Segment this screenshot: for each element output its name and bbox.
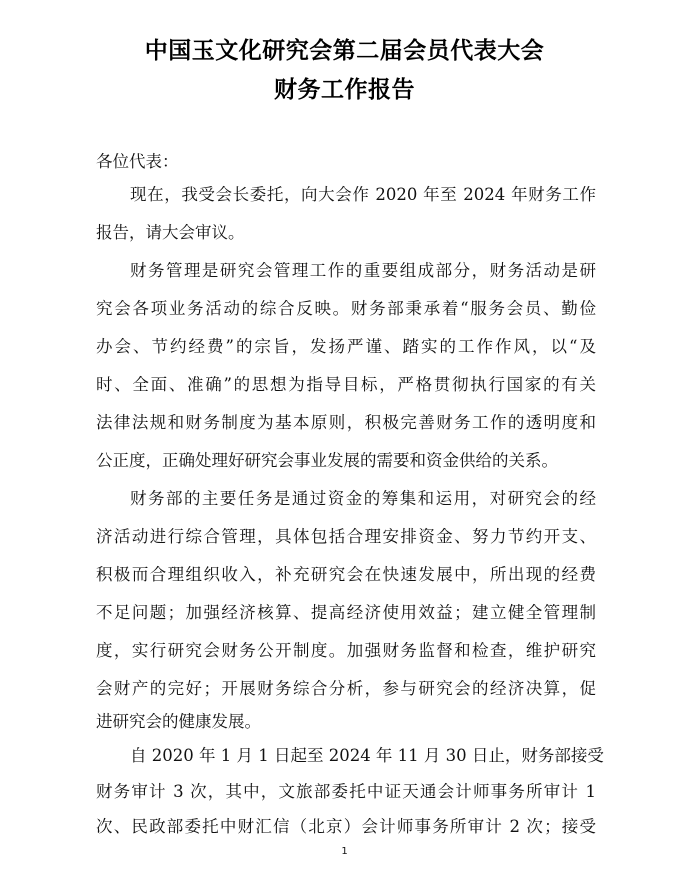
paragraph-3-line-4: 不足问题；加强经济核算、提高经济使用效益；建立健全管理制	[96, 603, 596, 622]
paragraph-1-line-2: 报告，请大会审议。	[96, 223, 245, 242]
paragraph-3-line-3: 积极而合理组织收入，补充研究会在快速发展中，所出现的经费	[96, 565, 596, 584]
paragraph-2-line-4: 时、全面、准确”的思想为指导目标，严格贯彻执行国家的有关	[96, 375, 596, 394]
paragraph-1-line-1: 现在，我受会长委托，向大会作 2020 年至 2024 年财务工作	[130, 185, 596, 204]
paragraph-2-line-2: 究会各项业务活动的综合反映。财务部秉承着“服务会员、勤俭	[96, 299, 596, 318]
paragraph-4-line-1: 自 2020 年 1 月 1 日起至 2024 年 11 月 30 日止，财务部接受	[130, 746, 604, 765]
paragraph-2-line-6: 公正度，正确处理好研究会事业发展的需要和资金供给的关系。	[96, 451, 558, 470]
paragraph-3-line-7: 进研究会的健康发展。	[96, 712, 261, 731]
document-title-line-2: 财务工作报告	[274, 77, 415, 103]
paragraph-2-line-5: 法律法规和财务制度为基本原则，积极完善财务工作的透明度和	[96, 413, 596, 432]
paragraph-4-line-3: 次、民政部委托中财汇信（北京）会计师事务所审计 2 次；接受	[96, 817, 596, 836]
paragraph-4-line-2: 财务审计 3 次，其中，文旅部委托中证天通会计师事务所审计 1	[96, 782, 596, 801]
greeting: 各位代表：	[96, 152, 179, 171]
paragraph-3-line-6: 会财产的完好；开展财务综合分析，参与研究会的经济决算，促	[96, 679, 596, 698]
page-number: 1	[341, 846, 348, 857]
paragraph-2-line-3: 办会、节约经费”的宗旨，发扬严谨、踏实的工作作风，以“及	[96, 337, 596, 356]
paragraph-3-line-2: 济活动进行综合管理，具体包括合理安排资金、努力节约开支、	[96, 527, 596, 546]
paragraph-3-line-5: 度，实行研究会财务公开制度。加强财务监督和检查，维护研究	[96, 641, 596, 660]
paragraph-3-line-1: 财务部的主要任务是通过资金的筹集和运用，对研究会的经	[130, 489, 596, 508]
paragraph-2-line-1: 财务管理是研究会管理工作的重要组成部分，财务活动是研	[130, 261, 596, 280]
document-title-line-1: 中国玉文化研究会第二届会员代表大会	[144, 38, 545, 64]
